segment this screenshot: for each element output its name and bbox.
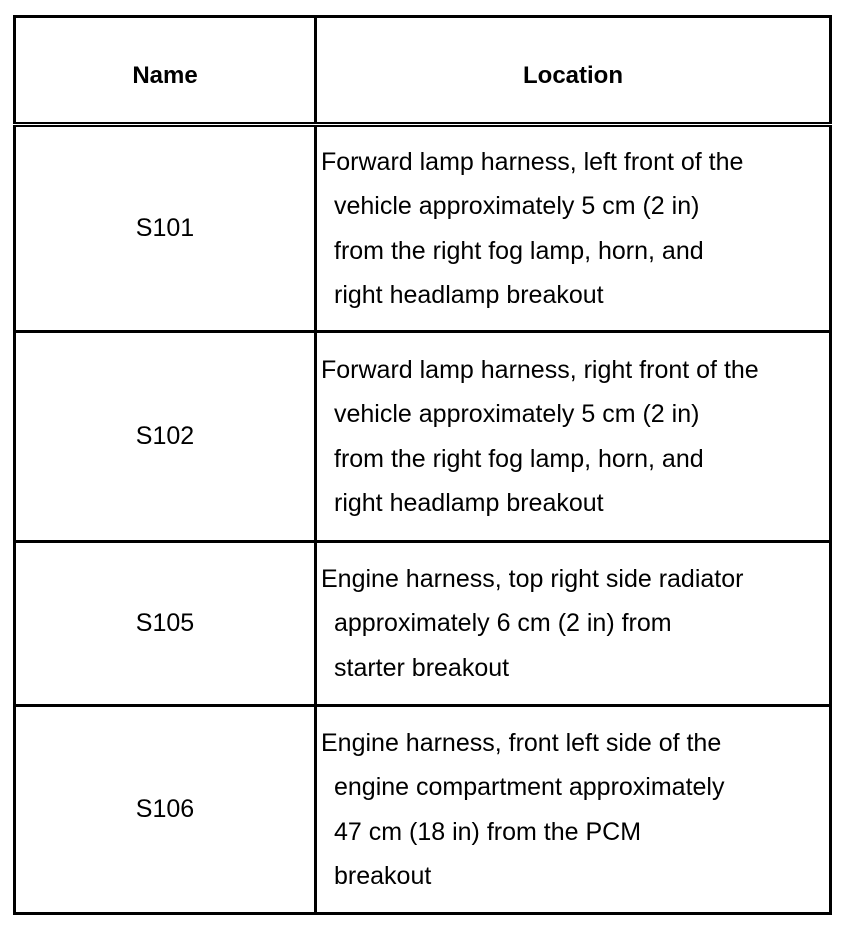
table-row (15, 332, 831, 542)
splice-location-table (13, 15, 832, 915)
location-line: Engine harness, front left side of the (321, 728, 722, 757)
location-line: breakout (334, 862, 432, 890)
location-line: from the right fog lamp, horn, and (334, 236, 704, 265)
splice-name-cell: S105 (15, 542, 316, 706)
table-header (15, 17, 831, 125)
location-line: right headlamp breakout (334, 281, 604, 309)
splice-location-cell (316, 542, 831, 706)
location-line: Engine harness, top right side radiator (321, 564, 744, 593)
location-line: Forward lamp harness, left front of the (321, 147, 744, 176)
location-line: 47 cm (18 in) from the PCM (334, 817, 642, 846)
location-line: vehicle approximately 5 cm (2 in) (334, 400, 700, 428)
location-line: from the right fog lamp, horn, and (334, 444, 704, 473)
splice-location-cell (316, 332, 831, 542)
name-column-header: Name (15, 17, 316, 125)
splice-name-cell: S101 (15, 125, 316, 332)
splice-table-container (13, 15, 829, 915)
location-line: right headlamp breakout (334, 489, 604, 517)
table-row (15, 542, 831, 706)
location-line: starter breakout (334, 653, 510, 682)
location-line: Forward lamp harness, right front of the (321, 355, 759, 384)
table-row (15, 706, 831, 914)
location-column-header: Location (316, 17, 831, 125)
header-row (15, 17, 831, 125)
location-line: vehicle approximately 5 cm (2 in) (334, 192, 700, 220)
splice-location-cell (316, 706, 831, 914)
splice-name-cell: S102 (15, 332, 316, 542)
table-row (15, 125, 831, 332)
splice-location-cell (316, 125, 831, 332)
table-body (15, 125, 831, 914)
location-line: approximately 6 cm (2 in) from (334, 609, 672, 638)
location-line: engine compartment approximately (334, 773, 725, 801)
splice-name-cell: S106 (15, 706, 316, 914)
